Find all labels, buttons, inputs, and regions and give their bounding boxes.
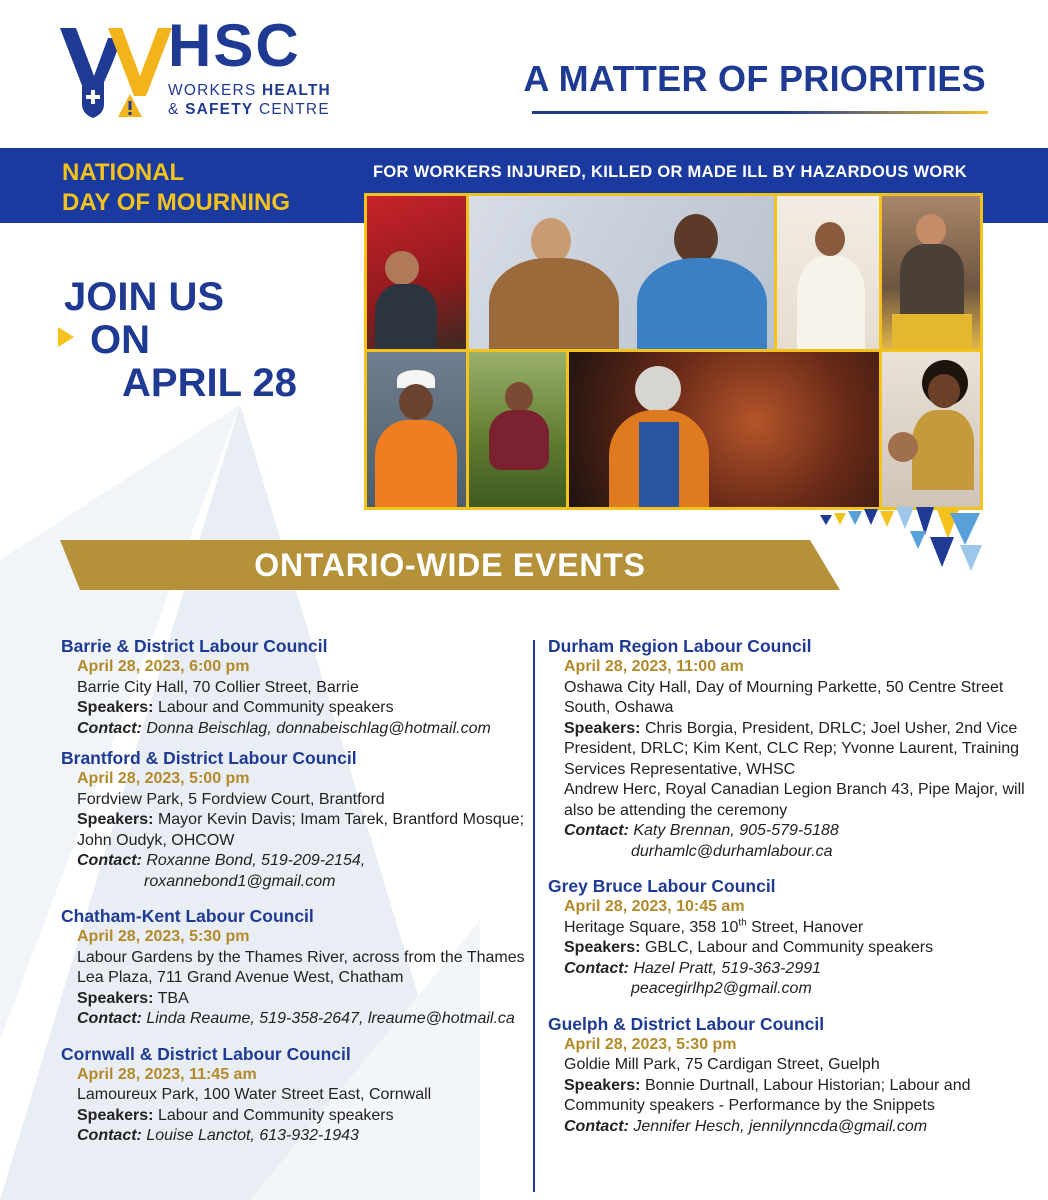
logo-w-shield-icon (60, 24, 180, 119)
event-speakers: Speakers: Chris Borgia, President, DRLC; Joel Usher, 2nd Vice President, DRLC; Kim Kent, CLC Rep; Yvonne Laurent, Training Services Representative, WHSC (564, 719, 1020, 778)
event-organization: Grey Bruce Labour Council (548, 876, 776, 896)
events-column-left (61, 636, 531, 1156)
event-location: Oshawa City Hall, Day of Mourning Parkette, 50 Centre Street South, Oshawa (564, 678, 1004, 716)
event-extra-note: Andrew Herc, Royal Canadian Legion Branch 43, Pipe Major, will also be attending the ceremony (564, 781, 1025, 819)
event-contact: Contact: Roxanne Bond, 519-209-2154, (77, 852, 366, 869)
play-arrow-icon (58, 327, 74, 347)
events-title: ONTARIO-WIDE EVENTS (254, 547, 646, 583)
event-location: Fordview Park, 5 Fordview Court, Brantford (77, 790, 385, 808)
photo-vaccination (469, 196, 774, 349)
event-speakers: Speakers: Labour and Community speakers (77, 699, 394, 716)
whsc-logo (60, 12, 360, 124)
event-contact-email: peacegirlhp2@gmail.com (631, 980, 812, 997)
event-contact: Contact: Donna Beischlag, donnabeischlag@hotmail.com (77, 719, 491, 737)
photo-grocer (882, 196, 980, 349)
event-contact: Contact: Hazel Pratt, 519-363-2991 (564, 959, 822, 977)
event-organization: Barrie & District Labour Council (61, 636, 328, 656)
event-location: Barrie City Hall, 70 Collier Street, Barrie (77, 678, 359, 696)
banner-subtitle: FOR WORKERS INJURED, KILLED OR MADE ILL BY HAZARDOUS WORK (373, 163, 967, 181)
event-contact-email: roxannebond1@gmail.com (144, 872, 336, 890)
event-location: Goldie Mill Park, 75 Cardigan Street, Guelph (564, 1056, 880, 1073)
event-speakers: Speakers: Labour and Community speakers (77, 1106, 394, 1124)
event-date: April 28, 2023, 5:00 pm (77, 770, 250, 787)
event-organization: Chatham-Kent Labour Council (61, 906, 314, 926)
photo-miner (569, 352, 879, 507)
event-brantford (61, 748, 531, 892)
join-us-callout: JOIN US ON APRIL 28 (58, 276, 297, 405)
event-location: Labour Gardens by the Thames River, across from the Thames Lea Plaza, 711 Grand Avenue West, Chatham (77, 948, 525, 986)
event-contact: Contact: Jennifer Hesch, jennilynncda@gmail.com (564, 1117, 928, 1135)
photo-teacher (882, 352, 980, 507)
logo-line-2: & SAFETY CENTRE (168, 101, 330, 118)
event-contact-email: durhamlc@durhamlabour.ca (631, 842, 833, 860)
event-cornwall (61, 1044, 531, 1147)
event-speakers: Speakers: Bonnie Durtnall, Labour Historian; Labour and Community speakers - Performance by the Snippets (564, 1076, 971, 1114)
photo-collage (364, 193, 983, 510)
event-chatham-kent (61, 906, 531, 1030)
event-durham (548, 636, 1028, 862)
photo-construction-worker (367, 352, 466, 507)
event-contact: Contact: Linda Reaume, 519-358-2647, lreaume@hotmail.ca (77, 1010, 515, 1027)
event-contact: Contact: Louise Lanctot, 613-932-1943 (77, 1127, 359, 1144)
photo-farm-worker (469, 352, 566, 507)
event-speakers: Speakers: Mayor Kevin Davis; Imam Tarek, Brantford Mosque; John Oudyk, OHCOW (77, 811, 525, 849)
event-date: April 28, 2023, 6:00 pm (77, 658, 250, 675)
column-divider (533, 640, 535, 1192)
event-location: Heritage Square, 358 10th Street, Hanover (564, 917, 864, 936)
event-location: Lamoureux Park, 100 Water Street East, Cornwall (77, 1086, 432, 1103)
event-organization: Cornwall & District Labour Council (61, 1043, 351, 1064)
events-column-right (548, 636, 1028, 1146)
headline: A MATTER OF PRIORITIES (523, 58, 986, 99)
event-speakers: Speakers: GBLC, Labour and Community speakers (564, 939, 934, 956)
photo-clipboard-worker (777, 196, 879, 349)
event-date: April 28, 2023, 5:30 pm (77, 928, 250, 945)
photo-mechanic (367, 196, 466, 349)
event-organization: Durham Region Labour Council (548, 636, 812, 656)
event-guelph (548, 1014, 1028, 1138)
banner-title: NATIONAL DAY OF MOURNING (62, 159, 291, 216)
event-barrie (61, 636, 531, 739)
event-date: April 28, 2023, 11:45 am (77, 1065, 257, 1083)
event-date: April 28, 2023, 5:30 pm (564, 1035, 737, 1053)
event-speakers: Speakers: TBA (77, 989, 189, 1007)
event-organization: Guelph & District Labour Council (548, 1013, 825, 1034)
event-contact: Contact: Katy Brennan, 905-579-5188 (564, 822, 839, 839)
logo-line-1: WORKERS HEALTH (168, 82, 331, 99)
logo-letters: HSC (168, 12, 301, 79)
headline-underline (532, 111, 988, 114)
event-date: April 28, 2023, 10:45 am (564, 898, 745, 915)
event-organization: Brantford & District Labour Council (61, 748, 357, 768)
event-date: April 28, 2023, 11:00 am (564, 658, 744, 675)
event-grey-bruce (548, 876, 1028, 1000)
